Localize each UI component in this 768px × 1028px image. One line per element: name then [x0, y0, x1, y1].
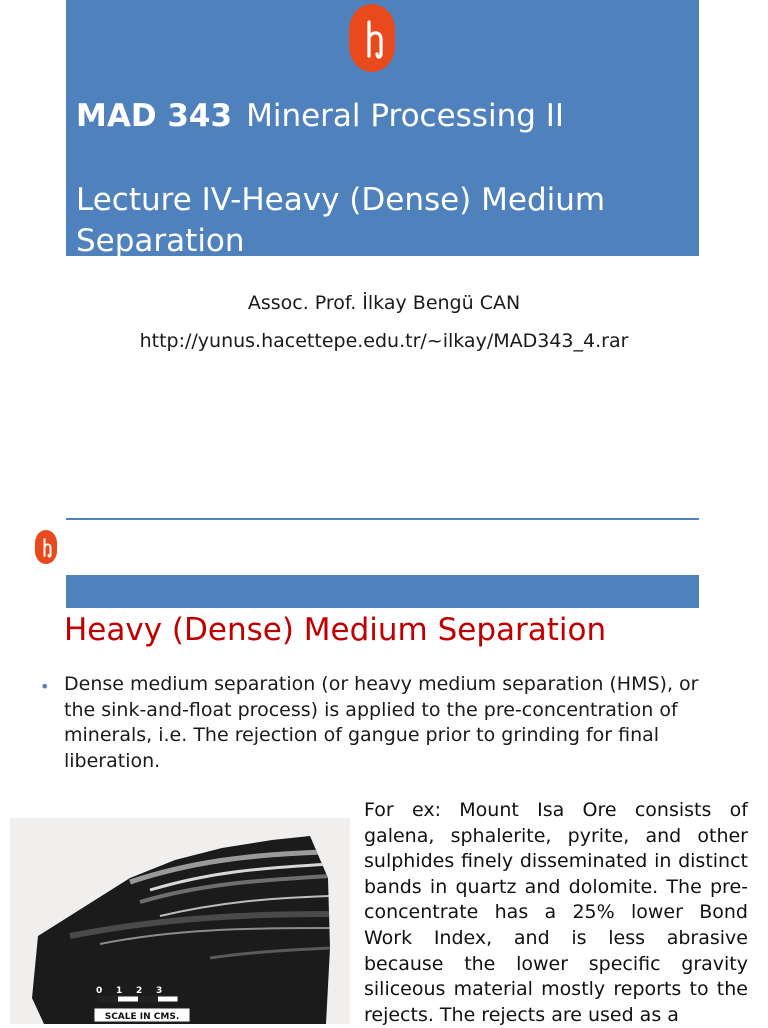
- scale-label: SCALE IN CMS.: [104, 1012, 180, 1022]
- course-url-link[interactable]: http://yunus.hacettepe.edu.tr/~ilkay/MAD343_4.rar: [139, 330, 629, 352]
- author-name: Assoc. Prof. İlkay Bengü CAN: [247, 292, 521, 314]
- scale-tick-0: 0: [96, 986, 103, 996]
- course-heading: [76, 98, 564, 134]
- bullet-dot-icon: •: [40, 677, 50, 696]
- course-code: MAD 343: [76, 98, 233, 134]
- lecture-title: Lecture IV-Heavy (Dense) Medium Separation: [76, 182, 606, 259]
- hacettepe-h-logo-icon: [35, 530, 57, 564]
- scale-tick-2: 2: [136, 986, 143, 996]
- course-name: Mineral Processing II: [246, 98, 565, 134]
- hacettepe-h-logo-icon: [349, 4, 395, 72]
- mount-isa-description: For ex: Mount Isa Ore consists of galena, sphalerite, pyrite, and other sulphides finely disseminated in distinct bands in quartz and dolomite. The pre-concentrate has a 25% lower Bond Work Index, and is less abrasive because the lower specific gravity siliceous material mostly reports to the rejects. The rejects are used as a: [364, 799, 748, 1026]
- ore-sample-photo: [10, 818, 350, 1024]
- scale-tick-1: 1: [116, 986, 123, 996]
- slide-title: Heavy (Dense) Medium Separation: [64, 612, 607, 648]
- header-band: [66, 575, 699, 608]
- slide-divider: [66, 518, 699, 520]
- scale-tick-3: 3: [156, 986, 163, 996]
- bullet-text: Dense medium separation (or heavy medium separation (HMS), or the sink-and-float process) is applied to the pre-concentration of minerals, i.e. The rejection of gangue prior to grinding for final liberation.: [64, 673, 699, 772]
